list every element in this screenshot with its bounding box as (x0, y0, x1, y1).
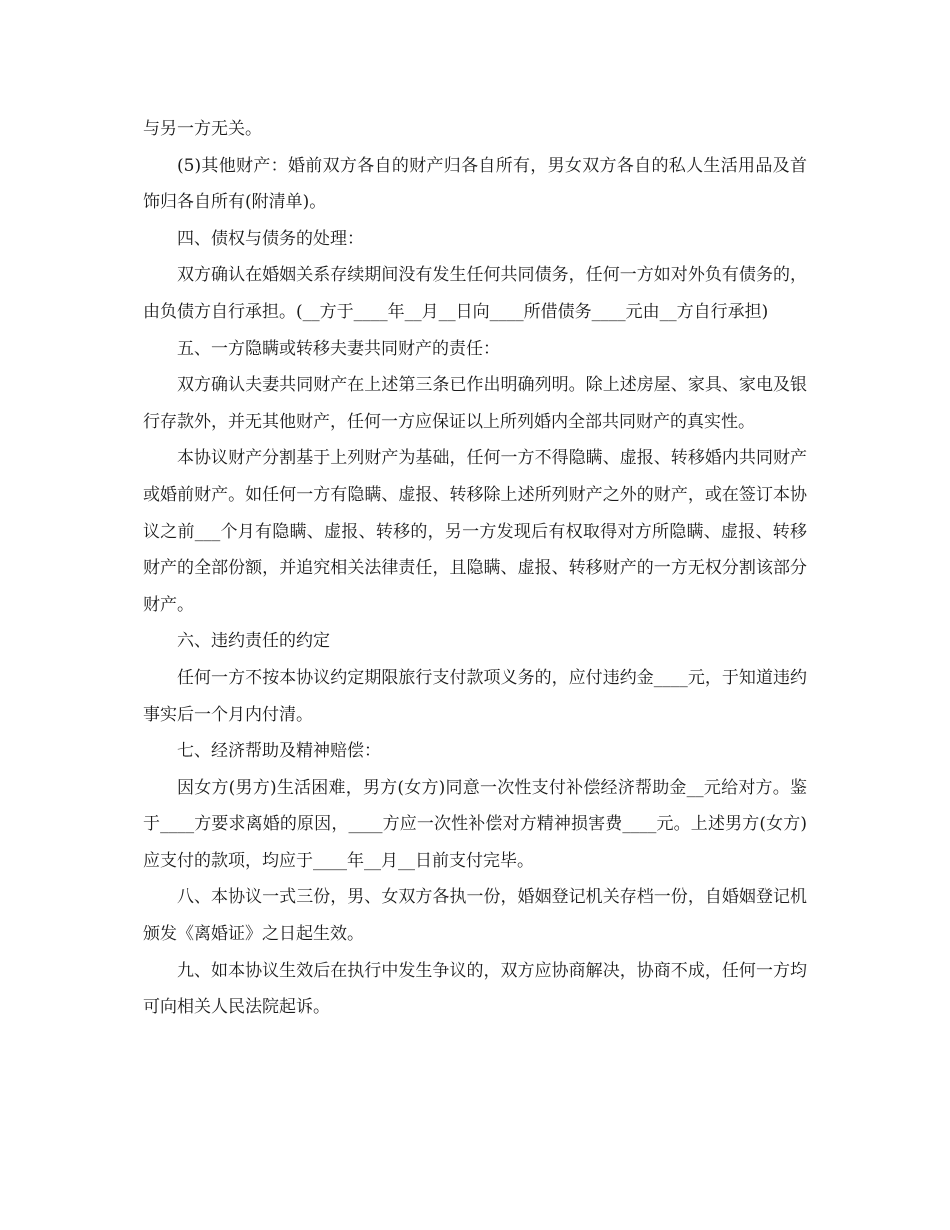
document-body (143, 111, 807, 1026)
paragraph-other-property: (5)其他财产：婚前双方各自的财产归各自所有，男女双方各自的私人生活用品及首饰归各自所有(附清单)。 (143, 155, 807, 213)
paragraph-disputes: 九、如本协议生效后在执行中发生争议的，双方应协商解决，协商不成，任何一方均可向相关人民法院起诉。 (143, 960, 807, 1018)
paragraph-concealment-2: 本协议财产分割基于上列财产为基础，任何一方不得隐瞒、虚报、转移婚内共同财产或婚前财产。如任何一方有隐瞒、虚报、转移除上述所列财产之外的财产，或在签订本协议之前___个月有隐瞒、虚报、转移的，另一方发现后有权取得对方所隐瞒、虚报、转移财产的全部份额，并追究相关法律责任，且隐瞒、虚报、转移财产的一方无权分割该部分财产。 (143, 448, 807, 615)
section-heading-breach: 六、违约责任的约定 (177, 631, 330, 652)
paragraph-breach: 任何一方不按本协议约定期限旅行支付款项义务的，应付违约金____元，于知道违约事实后一个月内付清。 (143, 667, 807, 725)
section-heading-concealment: 五、一方隐瞒或转移夫妻共同财产的责任： (177, 338, 500, 359)
section-heading-debts: 四、债权与债务的处理： (177, 228, 364, 249)
paragraph-concealment-1: 双方确认夫妻共同财产在上述第三条已作出明确列明。除上述房屋、家具、家电及银行存款外，并无其他财产，任何一方应保证以上所列婚内全部共同财产的真实性。 (143, 375, 807, 432)
section-heading-compensation: 七、经济帮助及精神赔偿： (177, 741, 381, 762)
paragraph-compensation: 因女方(男方)生活困难，男方(女方)同意一次性支付补偿经济帮助金__元给对方。鉴于____方要求离婚的原因，____方应一次性补偿对方精神损害费____元。上述男方(女方)应支付的款项，均应于____年__月__日前支付完毕。 (143, 777, 807, 871)
paragraph-copies: 八、本协议一式三份，男、女双方各执一份，婚姻登记机关存档一份，自婚姻登记机颁发《离婚证》之日起生效。 (143, 887, 807, 945)
paragraph-debts: 双方确认在婚姻关系存续期间没有发生任何共同债务，任何一方如对外负有债务的，由负债方自行承担。(__方于____年__月__日向____所借债务____元由__方自行承担) (143, 265, 807, 322)
paragraph-1: 与另一方无关。 (143, 119, 262, 139)
